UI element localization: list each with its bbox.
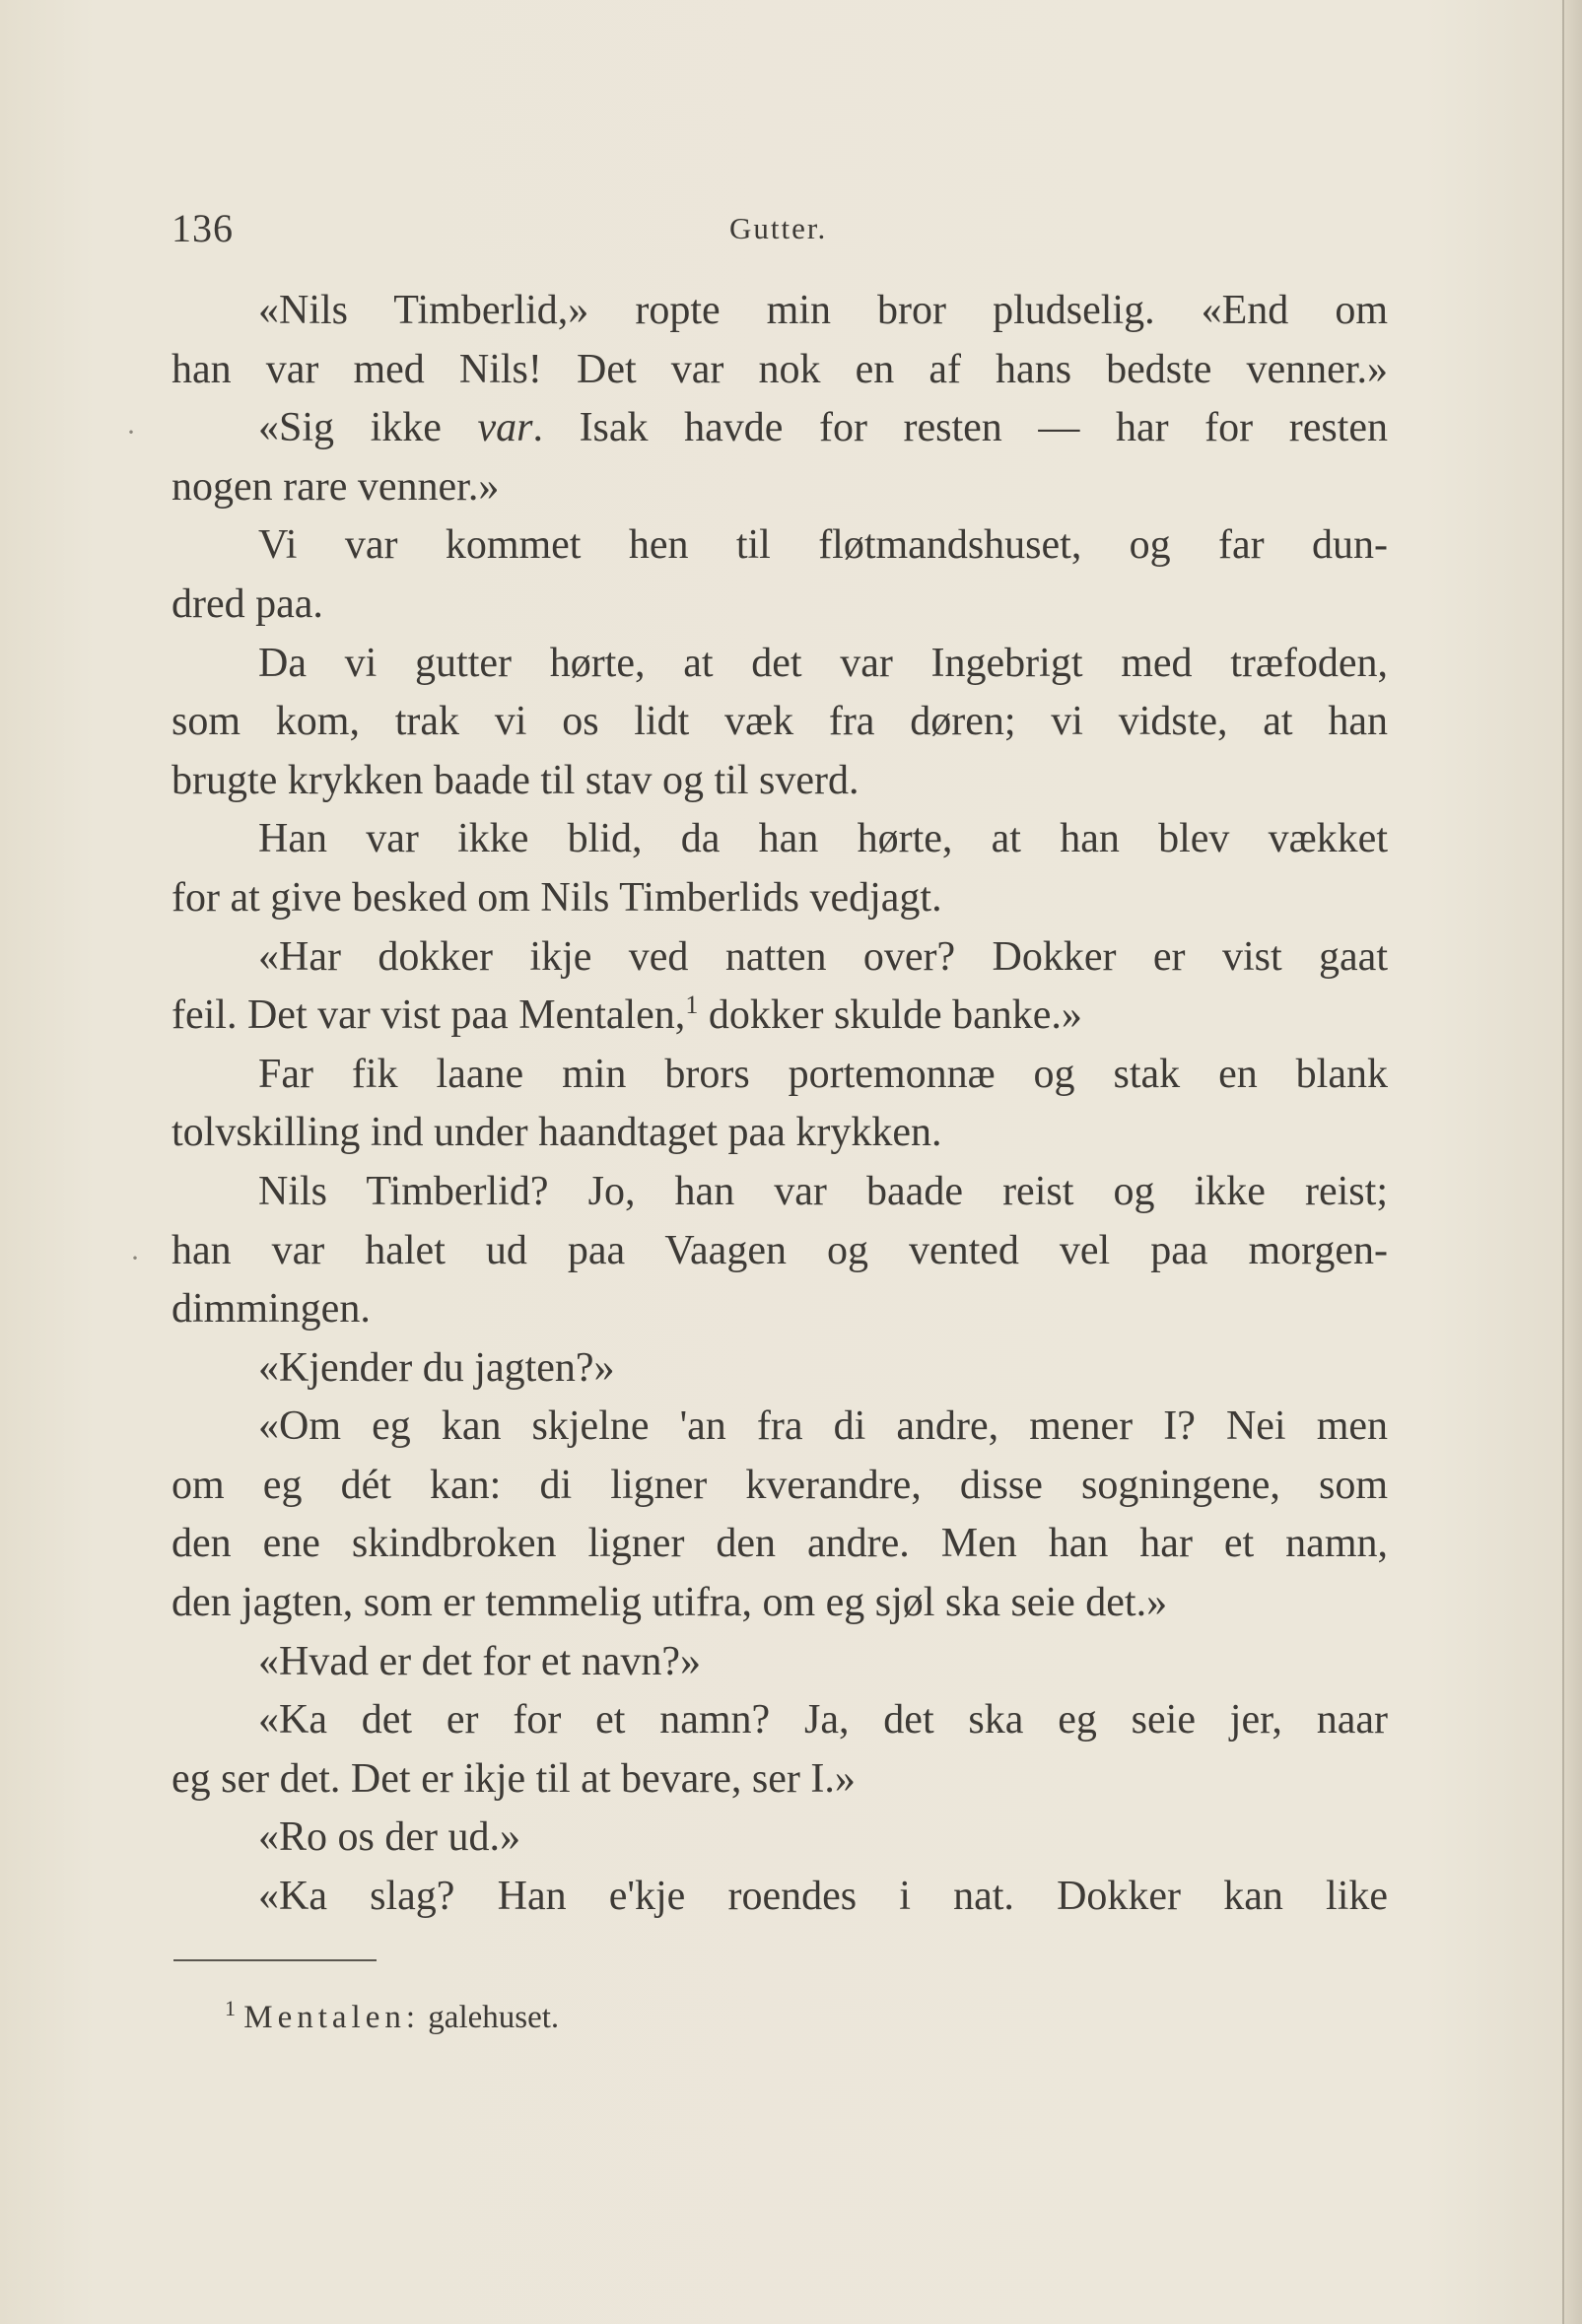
emphasis-word: var — [477, 405, 533, 451]
text-segment: den ene skindbroken ligner den andre. Men han har et namn, — [172, 1521, 1388, 1567]
running-title: Gutter. — [729, 211, 828, 245]
text-segment: «Sig ikke — [258, 405, 478, 451]
text-line — [172, 1750, 1388, 1810]
text-line — [172, 810, 1388, 869]
text-segment: feil. Det var vist paa Mentalen, — [172, 992, 686, 1039]
text-segment: «Nils Timberlid,» ropte min bror pludselig. «End om — [258, 288, 1388, 333]
text-segment: «Ro os der ud.» — [258, 1814, 520, 1861]
text-segment: Han var ikke blid, da han hørte, at han blev vækket — [258, 816, 1388, 862]
text-line — [172, 693, 1388, 752]
text-line — [172, 282, 1388, 341]
text-line — [172, 1222, 1388, 1281]
text-segment: den jagten, som er temmelig utifra, om eg sjøl ska seie det.» — [172, 1580, 1168, 1626]
margin-dot: · — [126, 416, 136, 448]
text-segment: dokker skulde banke.» — [698, 992, 1082, 1039]
page-edge — [1562, 0, 1582, 2324]
text-line — [172, 1691, 1388, 1750]
text-line — [172, 1339, 1388, 1399]
text-segment: han var halet ud paa Vaagen og vented vel paa morgen- — [172, 1227, 1388, 1273]
text-line — [172, 1515, 1388, 1574]
text-segment: som kom, trak vi os lidt væk fra døren; vi vidste, at han — [172, 699, 1388, 745]
text-segment: «Ka slag? Han e'kje roendes i nat. Dokker kan like — [258, 1874, 1388, 1920]
page-number: 136 — [172, 206, 234, 250]
text-segment: «Ka det er for et namn? Ja, det ska eg seie jer, naar — [258, 1697, 1388, 1743]
footnote-term: Mentalen: — [243, 2000, 421, 2035]
text-segment: Far fik laane min brors portemonnæ og stak en blank — [258, 1051, 1388, 1097]
text-line — [172, 1398, 1388, 1457]
text-line — [172, 1809, 1388, 1868]
text-line — [172, 1574, 1388, 1633]
page-header — [172, 199, 1388, 258]
text-line — [172, 635, 1388, 694]
text-segment: «Har dokker ikje ved natten over? Dokker er vist gaat — [258, 933, 1388, 980]
text-segment: «Hvad er det for et navn?» — [258, 1638, 701, 1684]
text-line — [172, 1457, 1388, 1516]
text-line — [172, 752, 1388, 811]
text-line — [172, 987, 1388, 1046]
footnote-reference: 1 — [685, 991, 699, 1020]
footnote-marker: 1 — [225, 1996, 236, 2020]
text-line — [172, 399, 1388, 458]
text-segment: «Kjender du jagten?» — [258, 1344, 615, 1391]
text-line — [172, 1633, 1388, 1692]
text-segment: for at give besked om Nils Timberlids vedjagt. — [172, 874, 942, 921]
text-line — [172, 576, 1388, 635]
text-line — [172, 458, 1388, 517]
text-segment: Nils Timberlid? Jo, han var baade reist og ikke reist; — [258, 1168, 1388, 1214]
text-segment: «Om eg kan skjelne 'an fra di andre, mener I? Nei men — [258, 1403, 1388, 1450]
footnote — [225, 1984, 559, 2042]
text-segment: . Isak havde for resten — har for resten — [532, 405, 1388, 451]
text-line — [172, 928, 1388, 988]
text-line — [172, 1163, 1388, 1222]
text-line — [172, 1104, 1388, 1163]
footnote-definition: galehuset. — [428, 2000, 560, 2035]
text-segment: tolvskilling ind under haandtaget paa krykken. — [172, 1110, 942, 1156]
text-segment: om eg dét kan: di ligner kverandre, disse sogningene, som — [172, 1462, 1388, 1508]
text-line — [172, 1046, 1388, 1105]
body-text — [172, 282, 1388, 1927]
text-line — [172, 1868, 1388, 1927]
text-segment: dred paa. — [172, 581, 323, 627]
footnote-rule — [173, 1959, 377, 1961]
text-line — [172, 1280, 1388, 1339]
text-segment: han var med Nils! Det var nok en af hans bedste venner.» — [172, 346, 1388, 392]
text-segment: nogen rare venner.» — [172, 463, 500, 510]
text-segment: brugte krykken baade til stav og til sverd. — [172, 757, 860, 803]
text-line — [172, 341, 1388, 400]
text-line — [172, 869, 1388, 928]
text-segment: eg ser det. Det er ikje til at bevare, ser I.» — [172, 1755, 856, 1802]
text-segment: Da vi gutter hørte, at det var Ingebrigt med træfoden, — [258, 640, 1388, 686]
text-segment: dimmingen. — [172, 1286, 371, 1333]
text-line — [172, 516, 1388, 576]
margin-dot: · — [130, 1242, 140, 1274]
text-segment: Vi var kommet hen til fløtmandshuset, og far dun- — [258, 522, 1388, 569]
